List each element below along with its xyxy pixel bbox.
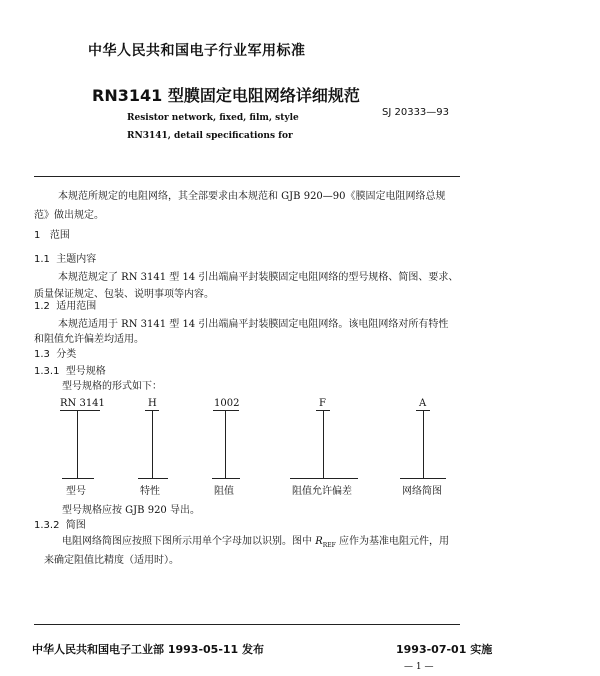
section-1-1-heading bbox=[34, 250, 96, 265]
section-number: 1.1 bbox=[34, 254, 50, 265]
section-1-3-1-heading bbox=[34, 362, 106, 377]
section-1-3-1-line-1: 型号规格的形式如下： bbox=[62, 381, 162, 392]
diagram-code-network: A bbox=[419, 398, 427, 409]
section-number: 1.3 bbox=[34, 349, 50, 360]
section-title: 适用范围 bbox=[56, 301, 97, 312]
section-1-3-1-note: 型号规格应按 GJB 920 导出。 bbox=[62, 505, 200, 516]
diagram-connector-resistance bbox=[225, 410, 226, 478]
english-title-line-1: Resistor network, fixed, film, style bbox=[127, 113, 299, 123]
page-number: — 1 — bbox=[404, 662, 434, 672]
section-1-1-line-1: 本规范规定了 RN 3141 型 14 引出端扁平封装膜固定电阻网络的型号规格、简图、要求、 bbox=[58, 272, 459, 283]
header-divider bbox=[34, 176, 460, 177]
section-title: 范围 bbox=[49, 230, 70, 241]
diagram-label-underline bbox=[62, 478, 94, 479]
section-title: 主题内容 bbox=[56, 254, 97, 265]
section-1-heading bbox=[34, 226, 70, 241]
diagram-label-underline bbox=[212, 478, 240, 479]
diagram-label-tolerance: 阻值允许偏差 bbox=[292, 486, 352, 497]
rref-symbol: R bbox=[315, 536, 323, 547]
section-1-2-line-2: 和阻值允许偏差均适用。 bbox=[34, 334, 144, 345]
diagram-code-underline bbox=[60, 410, 100, 411]
diagram-connector-network bbox=[423, 410, 424, 478]
rref-subscript: REF bbox=[322, 542, 336, 549]
footer-divider bbox=[34, 624, 460, 625]
section-number: 1.2 bbox=[34, 301, 50, 312]
diagram-code-characteristic: H bbox=[148, 398, 157, 409]
section-number: 1 bbox=[34, 230, 41, 241]
section-1-3-heading bbox=[34, 345, 76, 360]
diagram-label-network: 网络简图 bbox=[402, 486, 442, 497]
section-1-1-line-2: 质量保证规定、包装、说明事项等内容。 bbox=[34, 289, 214, 300]
diagram-connector-characteristic bbox=[152, 410, 153, 478]
section-number: 1.3.2 bbox=[34, 520, 60, 531]
text-run: 应作为基准电阻元件，用 bbox=[335, 536, 449, 547]
diagram-label-resistance: 阻值 bbox=[214, 486, 234, 497]
standard-type-header: 中华人民共和国电子行业军用标准 bbox=[88, 43, 306, 59]
text-run: 电阻网络简图应按照下图所示用单个字母加以识别。图中 bbox=[62, 536, 316, 547]
diagram-code-underline bbox=[213, 410, 239, 411]
standard-code: SJ 20333—93 bbox=[382, 107, 450, 118]
english-title-line-2: RN3141, detail specifications for bbox=[127, 131, 293, 141]
effective-date: 1993-07-01 实施 bbox=[396, 643, 493, 656]
section-title: 简图 bbox=[65, 520, 86, 531]
intro-line-1: 本规范所规定的电阻网络，其全部要求由本规范和 GJB 920—90《膜固定电阻网络总规 bbox=[58, 191, 446, 202]
section-title: 分类 bbox=[56, 349, 77, 360]
issuer-line: 中华人民共和国电子工业部 1993-05-11 发布 bbox=[32, 643, 265, 656]
section-1-3-2-line-1 bbox=[62, 532, 449, 549]
section-1-3-2-heading bbox=[34, 516, 86, 531]
intro-line-2: 范》做出规定。 bbox=[34, 210, 104, 221]
diagram-code-model: RN 3141 bbox=[60, 398, 105, 409]
section-1-2-heading bbox=[34, 297, 96, 312]
diagram-label-model: 型号 bbox=[66, 486, 86, 497]
section-number: 1.3.1 bbox=[34, 366, 60, 377]
section-1-3-2-line-2: 来确定阻值比精度（适用时）。 bbox=[44, 555, 179, 566]
document-title: RN3141 型膜固定电阻网络详细规范 bbox=[92, 86, 360, 105]
diagram-label-underline bbox=[290, 478, 358, 479]
diagram-connector-tolerance bbox=[323, 410, 324, 478]
diagram-code-tolerance: F bbox=[319, 398, 326, 409]
section-1-2-line-1: 本规范适用于 RN 3141 型 14 引出端扁平封装膜固定电阻网络。该电阻网络对所有特性 bbox=[58, 319, 449, 330]
section-title: 型号规格 bbox=[65, 366, 106, 377]
diagram-label-underline bbox=[400, 478, 446, 479]
diagram-label-underline bbox=[138, 478, 168, 479]
diagram-label-characteristic: 特性 bbox=[140, 486, 160, 497]
diagram-code-resistance: 1002 bbox=[214, 398, 240, 409]
diagram-connector-model bbox=[77, 410, 78, 478]
